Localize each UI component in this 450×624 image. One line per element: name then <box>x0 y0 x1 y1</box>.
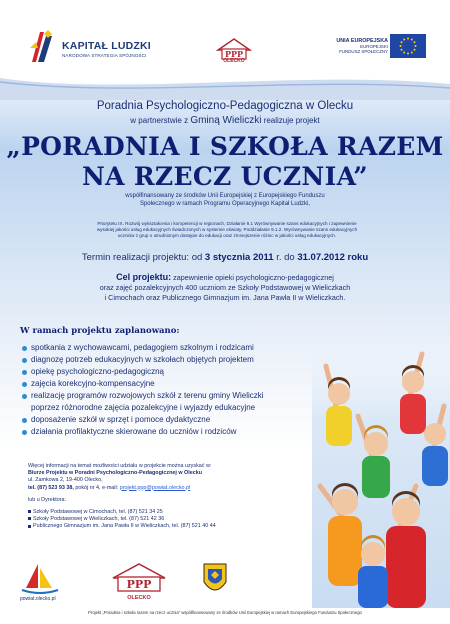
list-item <box>22 354 352 366</box>
square-bullet-icon <box>28 525 31 528</box>
school-contact-3: Publicznego Gimnazjum im. Jana Pawła II w Wieliczkach, tel. (87) 521 40 44 <box>28 523 288 530</box>
eu-flag-icon <box>390 34 426 58</box>
project-title-line-2: NA RZECZ UCZNIA” <box>82 162 368 191</box>
goal-line-1: zapewnienie opieki psychologiczno-pedagogicznej <box>171 273 334 282</box>
priority-line-3: uczniów z grup o utrudnionym dostępie do edukacji oraz zmniejszenie różnic w jakości usług edukacyjnych. <box>117 232 337 238</box>
ppp-top-label: OLECKO <box>223 58 245 64</box>
plan-item-text: diagnozę potrzeb edukacyjnych w szkołach objętych projektem <box>31 355 254 364</box>
project-title <box>0 132 450 192</box>
goal-label: Cel projektu: <box>116 272 172 282</box>
plan-item-text: poprzez różnorodne zajęcia pozalekcyjne i wyjazdy edukacyjne <box>31 403 256 412</box>
info-phone-room: pokój nr 4, e-mail: <box>73 484 120 491</box>
school-contact-2: Szkoły Podstawowej w Wieliczkach, tel. (87) 521 42 36 <box>28 516 288 523</box>
info-phone-number: tel. (87) 523 93 38, <box>28 484 74 491</box>
ue-sub1: EUROPEJSKI <box>360 44 388 49</box>
plan-item-text: realizację programów rozwojowych szkół z terenu gminy Wieliczki <box>31 391 264 400</box>
priority-line-2: wysokiej jakości usług edukacyjnych świadczonych w systemie oświaty, Poddziałanie 9.1.2. Wyrównywanie szans edukacyjnych <box>96 226 358 232</box>
coat-of-arms-icon <box>204 564 226 590</box>
ue-title: UNIA EUROPEJSKA <box>336 38 388 44</box>
priority-line-1: Priorytetu IX. Rozwój wykształcenia i kompetencji w regionach, Działanie 9.1 Wyrównywanie szans edukacyjnych i zapewnienie <box>97 221 357 226</box>
project-title-line-1: „PORADNIA I SZKOŁA RAZEM <box>6 132 444 161</box>
ue-sub2: FUNDUSZ SPOŁECZNY <box>339 49 388 54</box>
info-intro: Więcej informacji na temat możliwości udziału w projekcie można uzyskać w: <box>28 463 212 469</box>
powiat-label: powiat.olecko.pl <box>20 596 56 602</box>
info-or: lub u Dyrektora: <box>28 496 67 503</box>
goal-line-3: i Cimochach oraz Publicznego Gimnazjum im. Jana Pawła II w Wieliczkach. <box>104 293 346 302</box>
bullet-icon <box>22 430 27 435</box>
ppp-bottom-letters: PPP <box>126 578 152 591</box>
header-line-2-pre: w partnerstwie z <box>130 116 191 125</box>
plan-item-text: działania profilaktyczne skierowane do uczniów i rodziców <box>31 427 237 436</box>
decorative-swoosh <box>0 74 450 100</box>
kapital-ludzki-title: KAPITAŁ LUDZKI <box>62 40 151 52</box>
header-line-2 <box>0 115 450 126</box>
email-link[interactable]: projekt.ppp@powiat.olecko.pl <box>119 484 191 491</box>
project-term <box>0 252 450 263</box>
bullet-icon <box>22 418 27 423</box>
cofinanced-line-1: współfinansowany ze środków Unii Europejskiej z Europejskiego Funduszu <box>125 193 325 199</box>
list-item <box>22 414 352 426</box>
list-item <box>22 342 352 354</box>
bottom-logos <box>0 560 450 604</box>
ppp-top-letters: PPP <box>224 49 244 59</box>
bullet-icon <box>22 382 27 387</box>
info-phone <box>28 485 288 492</box>
contact-info <box>28 463 288 531</box>
list-item-continuation <box>22 402 352 414</box>
list-item <box>22 378 352 390</box>
powiat-sailboat-icon <box>22 564 58 593</box>
cofinanced-text <box>0 192 450 208</box>
plan-item-text: spotkania z wychowawcami, pedagogiem szkolnym i rodzicami <box>31 343 254 352</box>
plan-item-text: doposażenie szkół w sprzęt i pomoce dydaktyczne <box>31 415 211 424</box>
project-goal <box>0 272 450 303</box>
bullet-icon <box>22 358 27 363</box>
term-to: 31.07.2012 roku <box>297 252 369 263</box>
header-line-2-post: realizuje projekt <box>261 116 320 125</box>
bullet-icon <box>22 346 27 351</box>
list-item <box>22 390 352 402</box>
ue-text <box>330 38 388 54</box>
plan-list <box>22 342 352 438</box>
square-bullet-icon <box>28 517 31 520</box>
header-line-1: Poradnia Psychologiczno-Pedagogiczna w Olecku <box>96 100 354 112</box>
list-item <box>22 426 352 438</box>
kapital-ludzki-text <box>62 40 151 58</box>
goal-line-2: oraz zajęć pozalekcyjnych 400 uczniom ze Szkoły Podstawowej w Wieliczkach <box>99 283 351 292</box>
priority-text <box>28 221 426 238</box>
cofinanced-line-2: Społecznego w ramach Programu Operacyjnego Kapitał Ludzki, <box>139 201 311 207</box>
info-org: Biurze Projektu w Poradni Psychologiczno-Pedagogicznej w Olecku <box>28 470 203 477</box>
footer-note: Projekt „Poradnia i szkoła razem na rzecz ucznia” współfinansowany ze środków Unii Europejskiej w ramach Europejskiego Funduszu Społecznego <box>88 610 362 615</box>
square-bullet-icon <box>28 510 31 513</box>
ppp-bottom-label: OLECKO <box>127 595 151 601</box>
term-pre: Termin realizacji projektu: od <box>81 252 205 263</box>
plan-title: W ramach projektu zaplanowano: <box>20 326 180 336</box>
kapital-ludzki-logo-icon <box>28 28 58 64</box>
list-item <box>22 366 352 378</box>
school-contact-1: Szkoły Podstawowej w Cimochach, tel. (87) 521 34 25 <box>28 509 288 516</box>
term-mid: r. do <box>273 252 298 263</box>
bullet-icon <box>22 394 27 399</box>
header-gmina: Gminą Wieliczki <box>190 115 262 126</box>
plan-item-text: opiekę psychologiczno-pedagogiczną <box>31 367 164 376</box>
bullet-icon <box>22 370 27 375</box>
plan-item-text: zajęcia korekcyjno-kompensacyjne <box>31 379 155 388</box>
info-address: ul. Zamkowa 2, 19-400 Olecko, <box>28 477 103 484</box>
term-from: 3 stycznia 2011 <box>204 252 274 263</box>
kapital-ludzki-subtitle: NARODOWA STRATEGIA SPÓJNOŚCI <box>62 53 147 58</box>
